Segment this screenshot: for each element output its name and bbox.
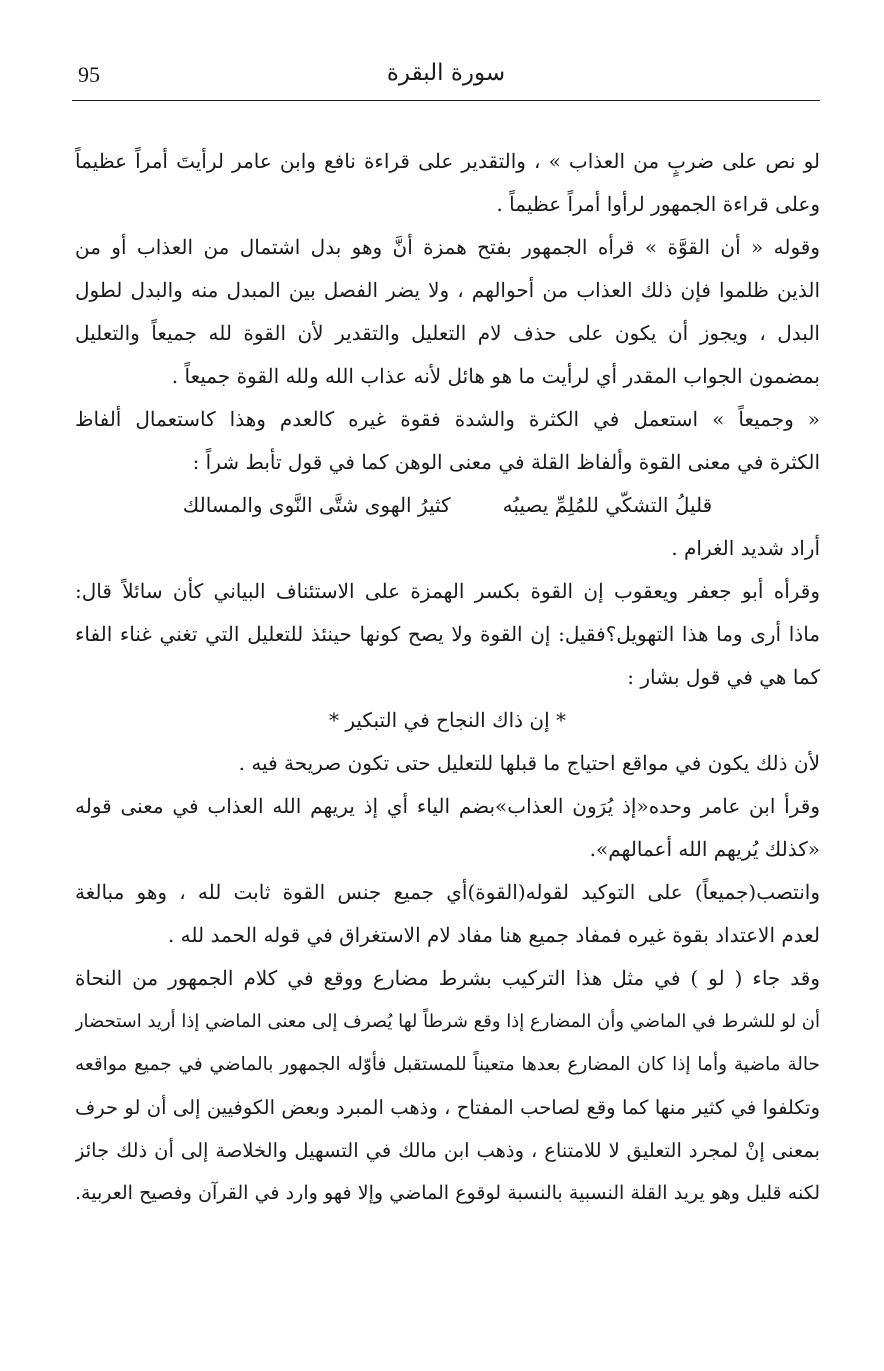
text-line: لو نص على ضربٍ من العذاب » ، والتقدير على قراءة نافع وابن عامر لرأيتَ أمراً عظيماً <box>75 149 820 173</box>
page-header <box>72 58 820 101</box>
running-title: سورة البقرة <box>386 60 506 86</box>
text-line: وعلى قراءة الجمهور لرأوا أمراً عظيماً . <box>496 192 820 216</box>
text-line: بمضمون الجواب المقدر أي لرأيت ما هو هائل لأنه عذاب الله ولله القوة جميعاً . <box>171 364 820 388</box>
verse-first-hemistich: قليلُ التشكّي للمُلِمِّ يصيبُه <box>502 493 713 517</box>
text-line: لكنه قليل وهو يريد القلة النسبية بالنسبة لوقوع الماضي وإلا فهو وارد في القرآن وفصيح العربية. <box>75 1182 820 1204</box>
text-line: ماذا أرى وما هذا التهويل؟فقيل: إن القوة ولا يصح كونها حينئذ للتعليل التي تغني غناء الفاء <box>75 622 820 646</box>
text-line: «كذلك يُريهم الله أعمالهم». <box>589 837 820 861</box>
text-line: وانتصب(جميعاً) على التوكيد لقوله(القوة)أي جميع جنس القوة ثابت لله ، وهو مبالغة <box>75 880 820 904</box>
text-line: وتكلفوا في كثير منها كما وقع لصاحب المفتاح ، وذهب المبرد وبعض الكوفيين إلى أن لو حرف <box>75 1096 820 1119</box>
text-line: الكثرة في معنى القوة وألفاظ القلة في معنى الوهن كما في قول تأبط شراً : <box>192 450 820 474</box>
text-line: « وجميعاً » استعمل في الكثرة والشدة فقوة غيره كالعدم وهذا كاستعمال ألفاظ <box>75 407 820 431</box>
poetry-verse <box>75 484 820 527</box>
text-line: كما هي في قول بشار : <box>627 665 820 689</box>
text-line: أراد شديد الغرام . <box>671 536 820 560</box>
text-line: وقد جاء ( لو ) في مثل هذا التركيب بشرط مضارع ووقع في كلام الجمهور من النحاة <box>75 966 820 990</box>
text-line: وقوله « أن القوَّة » قرأه الجمهور بفتح همزة أنَّ وهو بدل اشتمال من العذاب أو من <box>75 235 820 259</box>
text-line: لعدم الاعتداد بقوة غيره فمفاد جميع هنا مفاد لام الاستغراق في قوله الحمد لله . <box>167 923 820 947</box>
text-line: البدل ، ويجوز أن يكون على حذف لام التعليل والتقدير لأن القوة لله جميعاً والتعليل <box>75 321 820 345</box>
body-text <box>75 140 820 1215</box>
verse-second-hemistich: كثيرُ الهوى شتَّى النَّوى والمسالك <box>182 493 451 517</box>
poetry-verse: * إن ذاك النجاح في التبكير * <box>328 708 566 732</box>
text-line: أن لو للشرط في الماضي وأن المضارع إذا وقع شرطاً لها يُصرف إلى معنى الماضي إذا أريد استحضار <box>75 1011 820 1032</box>
page-number: 95 <box>78 62 100 87</box>
text-line: بمعنى إنْ لمجرد التعليق لا للامتناع ، وذهب ابن مالك في التسهيل والخلاصة إلى أن ذلك جائز <box>75 1139 820 1162</box>
text-line: وقرأ ابن عامر وحده«إذ يُرَون العذاب»بضم الياء أي إذ يريهم الله العذاب في معنى قوله <box>75 794 820 818</box>
text-line: الذين ظلموا فإن ذلك العذاب من أحوالهم ، ولا يضر الفصل بين المبدل منه والبدل لطول <box>75 278 820 302</box>
text-line: لأن ذلك يكون في مواقع احتياج ما قبلها للتعليل حتى تكون صريحة فيه . <box>238 751 820 775</box>
text-line: وقرأه أبو جعفر ويعقوب إن القوة بكسر الهمزة على الاستئناف البياني كأن سائلاً قال: <box>75 579 820 603</box>
text-line: حالة ماضية وأما إذا كان المضارع بعدها متعيناً للمستقبل فأوّله الجمهور بالماضي في جميع مواقعه <box>75 1054 820 1075</box>
